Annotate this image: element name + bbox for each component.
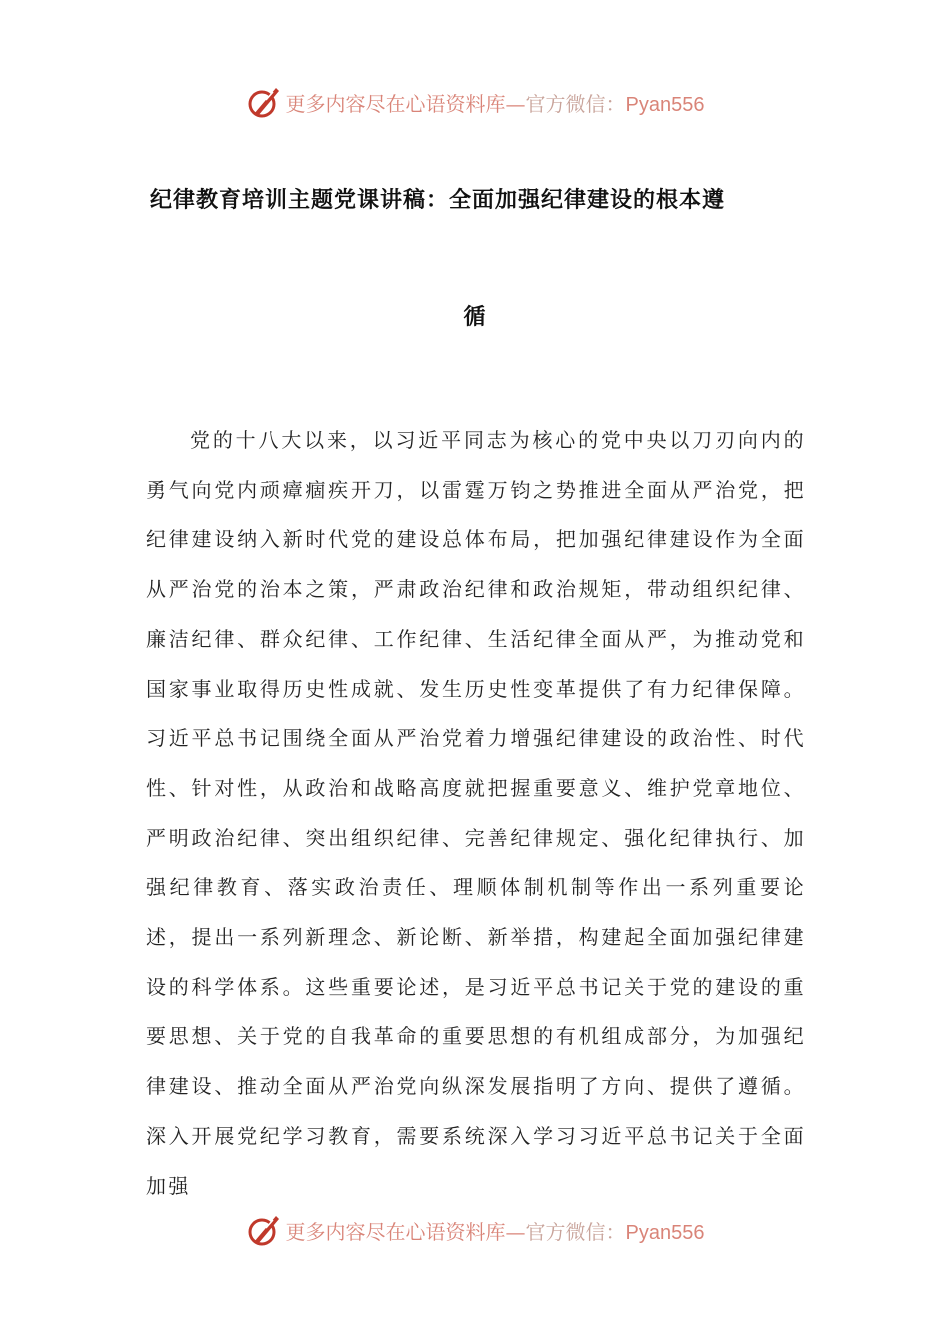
banner-wechat-label: 官方微信： (525, 91, 626, 116)
banner-text (286, 88, 705, 117)
document-title-line1: 纪律教育培训主题党课讲稿：全面加强纪律建设的根本遵 (150, 188, 726, 213)
banner-wechat-id: Pyan556 (625, 1221, 705, 1244)
footer-banner (0, 1210, 950, 1250)
banner-text (286, 1216, 705, 1245)
header-banner (0, 82, 950, 122)
banner-slogan: 更多内容尽在心语资料库— (285, 1219, 526, 1244)
body-paragraph: 党的十八大以来，以习近平同志为核心的党中央以刀刃向内的勇气向党内顽瘴痼疾开刀，以雷霆万钧之势推进全面从严治党，把纪律建设纳入新时代党的建设总体布局，把加强纪律建设作为全面从严治党的治本之策，严肃政治纪律和政治规矩，带动组织纪律、廉洁纪律、群众纪律、工作纪律、生活纪律全面从严，为推动党和国家事业取得历史性成就、发生历史性变革提供了有力纪律保障。习近平总书记围绕全面从严治党着力增强纪律建设的政治性、时代性、针对性，从政治和战略高度就把握重要意义、维护党章地位、严明政治纪律、突出组织纪律、完善纪律规定、强化纪律执行、加强纪律教育、落实政治责任、理顺体制机制等作出一系列重要论述，提出一系列新理念、新论断、新举措，构建起全面加强纪律建设的科学体系。这些重要论述，是习近平总书记关于党的建设的重要思想、关于党的自我革命的重要思想的有机组成部分，为加强纪律建设、推动全面从严治党向纵深发展指明了方向、提供了遵循。深入开展党纪学习教育，需要系统深入学习习近平总书记关于全面加强 (146, 428, 806, 1198)
document-title-line2: 循 (463, 305, 487, 330)
banner-wechat-id: Pyan556 (625, 93, 705, 116)
quill-pen-logo-icon (246, 84, 282, 120)
banner-wechat-label: 官方微信： (525, 1219, 626, 1244)
banner-slogan: 更多内容尽在心语资料库— (285, 91, 526, 116)
quill-pen-logo-icon (246, 1212, 282, 1248)
